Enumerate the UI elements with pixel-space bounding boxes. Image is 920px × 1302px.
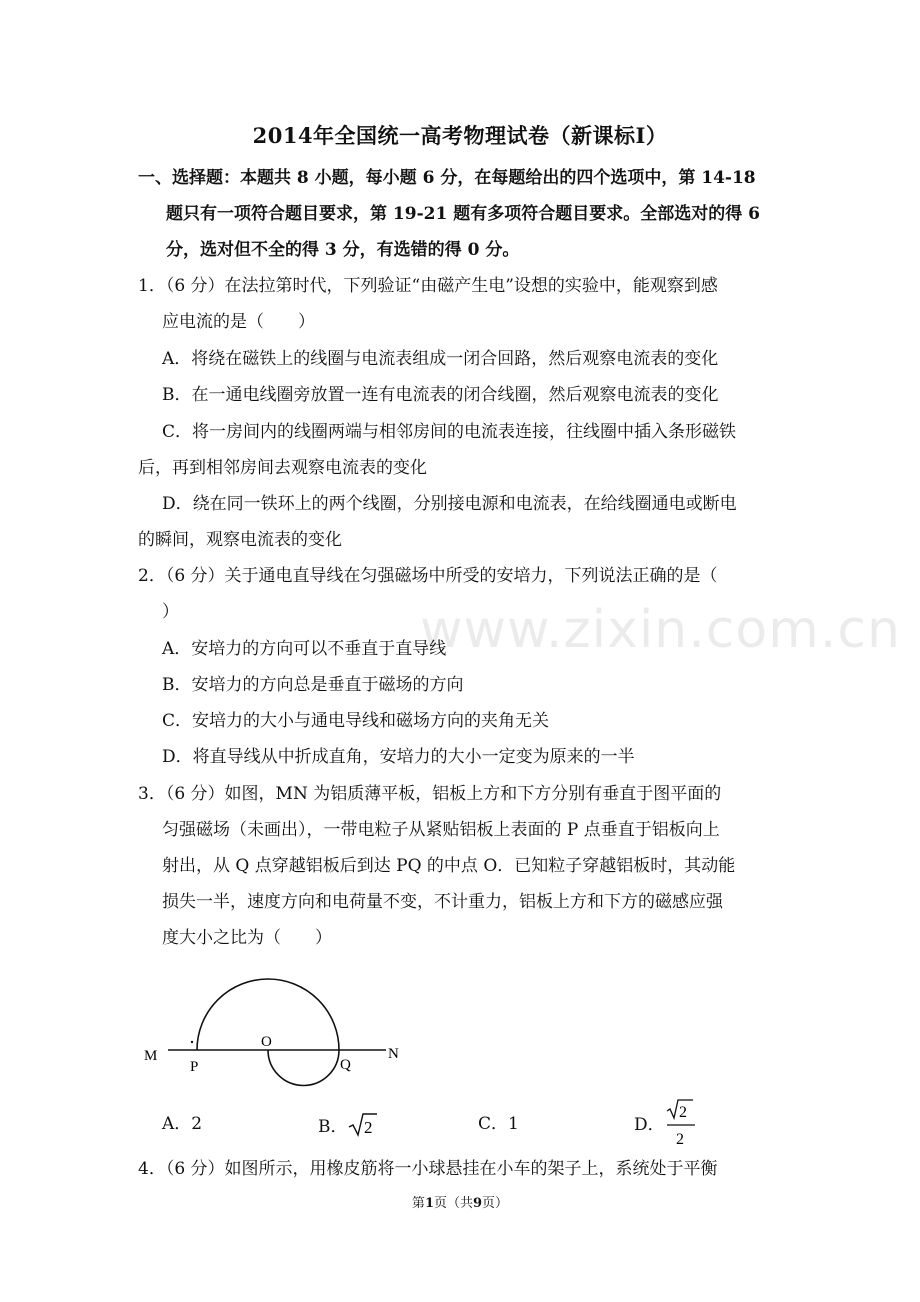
lower-semicircle-path: [268, 1050, 339, 1086]
page-footer: [0, 1192, 920, 1211]
q1-stem-line-1: 1．（6 分）在法拉第时代，下列验证“由磁产生电”设想的实验中，能观察到感: [138, 276, 718, 296]
q1-option-a: A．将绕在磁铁上的线圈与电流表组成一闭合回路，然后观察电流表的变化: [162, 349, 719, 369]
q3-stem-line-1: 3．（6 分）如图，MN 为铝质薄平板，铝板上方和下方分别有垂直于图平面的: [138, 784, 722, 804]
sqrt-radicand: 2: [363, 1118, 372, 1137]
footer-middle: 页（共: [433, 1196, 473, 1211]
q2-option-d: D．将直导线从中折成直角，安培力的大小一定变为原来的一半: [162, 747, 635, 767]
footer-total-pages: 9: [473, 1196, 483, 1211]
watermark: www.zixin.com.cn: [420, 600, 901, 660]
fraction-denominator: 2: [675, 1131, 684, 1148]
section-line-1: 一、选择题：本题共 8 小题，每小题 6 分，在每题给出的四个选项中，第 14-18: [138, 168, 756, 188]
footer-suffix: 页）: [482, 1196, 509, 1211]
footer-page-number: 1: [424, 1196, 434, 1211]
page-title: 2014年全国统一高考物理试卷（新课标I）: [252, 123, 668, 148]
q3-choice-d: [634, 1098, 699, 1152]
q1-option-c-line-2: 后，再到相邻房间去观察电流表的变化: [138, 458, 427, 478]
q4-stem-line-1: 4．（6 分）如图所示，用橡皮筋将一小球悬挂在小车的架子上，系统处于平衡: [138, 1159, 718, 1179]
label-p: P: [190, 1059, 199, 1075]
q3-choice-c: C．1: [478, 1114, 519, 1134]
label-o: O: [261, 1034, 272, 1050]
label-n: N: [388, 1046, 399, 1062]
q1-option-b: B．在一通电线圈旁放置一连有电流表的闭合线圈，然后观察电流表的变化: [162, 385, 719, 405]
q1-option-c-line-1: C．将一房间内的线圈两端与相邻房间的电流表连接，往线圈中插入条形磁铁: [162, 422, 737, 442]
section-line-2: 题只有一项符合题目要求，第 19-21 题有多项符合题目要求。全部选对的得 6: [166, 204, 760, 224]
q3-choice-b: [318, 1112, 378, 1139]
q3-stem-line-5: 度大小之比为（ ）: [162, 928, 332, 948]
label-q: Q: [340, 1057, 351, 1073]
q1-option-d-line-2: 的瞬间，观察电流表的变化: [138, 530, 342, 550]
q2-stem-line-2: ）: [162, 602, 179, 622]
q2-stem-line-1: 2．（6 分）关于通电直导线在匀强磁场中所受的安培力，下列说法正确的是（: [138, 566, 718, 586]
q3-choice-b-label: B．: [318, 1117, 348, 1137]
q2-option-a: A．安培力的方向可以不垂直于直导线: [162, 639, 447, 659]
particle-dot: [191, 1041, 193, 1043]
q3-choice-d-label: D．: [634, 1115, 665, 1135]
q3-choice-a: A．2: [162, 1114, 203, 1134]
footer-prefix: 第: [411, 1196, 425, 1211]
section-line-3: 分，选对但不全的得 3 分，有选错的得 0 分。: [166, 240, 520, 260]
q1-option-d-line-1: D．绕在同一铁环上的两个线圈，分别接电源和电流表，在给线圈通电或断电: [162, 494, 737, 514]
q2-option-b: B．安培力的方向总是垂直于磁场的方向: [162, 675, 464, 695]
sqrt-symbol-icon: [348, 1112, 378, 1138]
q3-stem-line-4: 损失一半，速度方向和电荷量不变，不计重力，铝板上方和下方的磁感应强: [162, 892, 723, 912]
section-header: [138, 160, 788, 268]
q1-stem-line-2: 应电流的是（ ）: [162, 312, 315, 332]
q3-stem-line-2: 匀强磁场（未画出），一带电粒子从紧贴铝板上表面的 P 点垂直于铝板向上: [162, 820, 720, 840]
q3-stem-line-3: 射出，从 Q 点穿越铝板后到达 PQ 的中点 O．已知粒子穿越铝板时，其动能: [162, 856, 736, 876]
q2-option-c: C．安培力的大小与通电导线和磁场方向的夹角无关: [162, 711, 550, 731]
fraction-radicand: 2: [678, 1104, 687, 1121]
q3-figure-diagram: [140, 968, 420, 1088]
fraction-sqrt2-over-2-icon: [665, 1098, 699, 1152]
label-m: M: [144, 1048, 158, 1064]
